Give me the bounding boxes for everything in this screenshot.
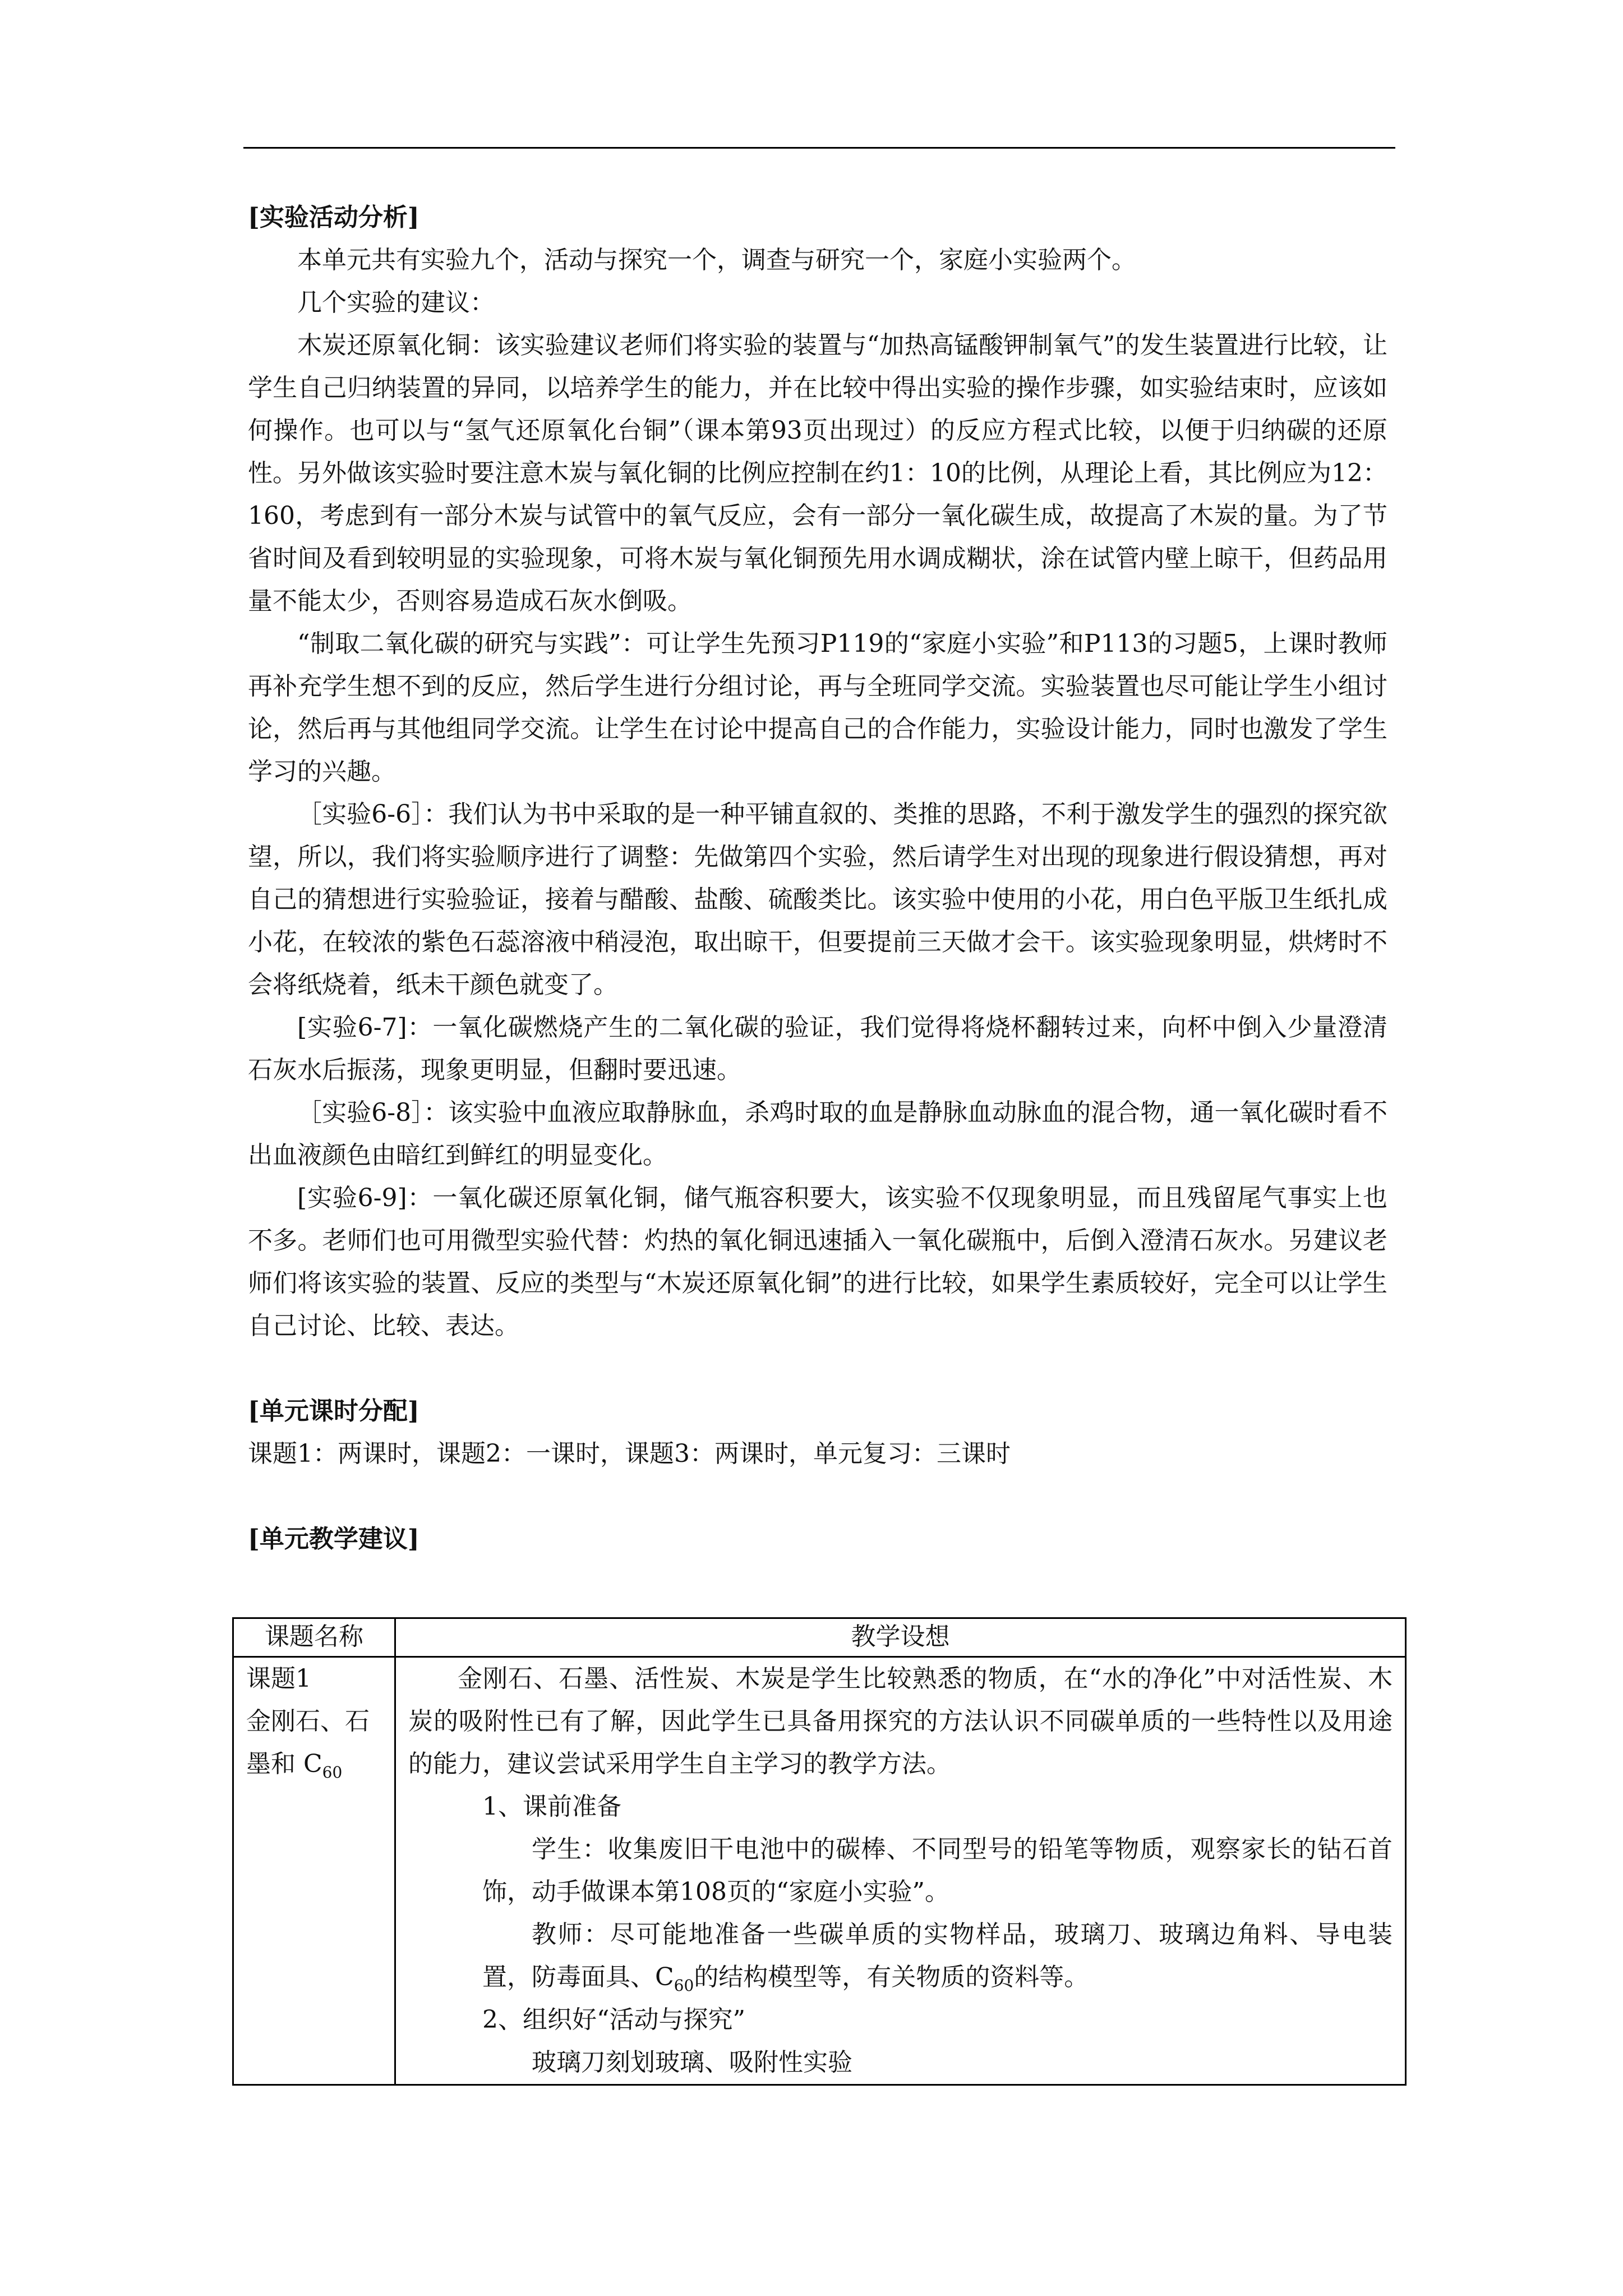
teaching-student-prep: 学生：收集废旧干电池中的碳棒、不同型号的铅笔等物质，观察家长的钻石首饰，动手做课本第108页的“家庭小实验”。 xyxy=(482,1835,1393,1906)
paragraph-experiment-6-7: [实验6-7]：一氧化碳燃烧产生的二氧化碳的验证，我们觉得将烧杯翻转过来，向杯中倒入少量澄清石灰水后振荡，现象更明显，但翻时要迅速。 xyxy=(248,1013,1387,1084)
teaching-item-activity: 2、组织好“活动与探究” xyxy=(482,2005,745,2034)
paragraph-suggestions-intro: 几个实验的建议： xyxy=(297,288,495,317)
paragraph-summary: 本单元共有实验九个，活动与探究一个，调查与研究一个，家庭小实验两个。 xyxy=(297,246,1136,274)
paragraph-experiment-6-6: ［实验6-6］：我们认为书中采取的是一种平铺直叙的、类推的思路，不利于激发学生的强烈的探究欲望，所以，我们将实验顺序进行了调整：先做第四个实验，然后请学生对出现的现象进行假设猜想，再对自己的猜想进行实验验证，接着与醋酸、盐酸、硫酸类比。该实验中使用的小花，用白色平版卫生纸扎成小花，在较浓的紫色石蕊溶液中稍浸泡，取出晾干，但要提前三天做才会干。该实验现象明显，烘烤时不会将纸烧着，纸未干颜色就变了。 xyxy=(248,800,1387,999)
topic-title-line: 金刚石、石 xyxy=(246,1707,370,1736)
teaching-idea-cell xyxy=(395,1657,1406,2085)
paragraph-experiment-6-9: [实验6-9]：一氧化碳还原氧化铜，储气瓶容积要大，该实验不仅现象明显，而且残留尾气事实上也不多。老师们也可用微型实验代替：灼热的氧化铜迅速插入一氧化碳瓶中，后倒入澄清石灰水。另建议老师们将该实验的装置、反应的类型与“木炭还原氧化铜”的进行比较，如果学生素质较好，完全可以让学生自己讨论、比较、表达。 xyxy=(248,1184,1387,1340)
topic-title-line: 墨和 $C_{60}$ xyxy=(246,1750,343,1782)
header-rule xyxy=(243,147,1395,149)
paragraph-co2-research: “制取二氧化碳的研究与实践”：可让学生先预习P119的“家庭小实验”和P113的习题5，上课时教师再补充学生想不到的反应，然后学生进行分组讨论，再与全班同学交流。实验装置也尽可能让学生小组讨论，然后再与其他组同学交流。让学生在讨论中提高自己的合作能力，实验设计能力，同时也激发了学生学习的兴趣。 xyxy=(248,629,1387,786)
header-teaching-idea: 教学设想 xyxy=(395,1618,1406,1657)
table-row xyxy=(233,1657,1406,2085)
topic-number: 课题1 xyxy=(246,1664,311,1693)
teaching-intro: 金刚石、石墨、活性炭、木炭是学生比较熟悉的物质，在“水的净化”中对活性炭、木炭的吸附性已有了解，因此学生已具备用探究的方法认识不同碳单质的一些特性以及用途的能力，建议尝试采用学生自主学习的教学方法。 xyxy=(408,1664,1393,1778)
paragraph-class-hours: 课题1：两课时，课题2：一课时，课题3：两课时，单元复习：三课时 xyxy=(248,1439,1011,1468)
section-heading-experiment-analysis: [实验活动分析] xyxy=(248,203,419,232)
teaching-teacher-prep: 教师：尽可能地准备一些碳单质的实物样品，玻璃刀、玻璃边角料、导电装置，防毒面具、$C_{60}$的结构模型等，有关物质的资料等。 xyxy=(482,1920,1393,1995)
document-body xyxy=(248,196,1387,1561)
table-header-row xyxy=(233,1618,1406,1657)
teaching-plan-table xyxy=(232,1617,1407,2086)
section-heading-teaching-suggestions: [单元教学建议] xyxy=(248,1525,419,1553)
paragraph-charcoal-reduction: 木炭还原氧化铜：该实验建议老师们将实验的装置与“加热高锰酸钾制氧气”的发生装置进行比较，让学生自己归纳装置的异同，以培养学生的能力，并在比较中得出实验的操作步骤，如实验结束时，应该如何操作。也可以与“氢气还原氧化台铜”（课本第93页出现过）的反应方程式比较，以便于归纳碳的还原性。另外做该实验时要注意木炭与氧化铜的比例应控制在约1：10的比例，从理论上看，其比例应为12：160，考虑到有一部分木炭与试管中的氧气反应，会有一部分一氧化碳生成，故提高了木炭的量。为了节省时间及看到较明显的实验现象，可将木炭与氧化铜预先用水调成糊状，涂在试管内壁上晾干，但药品用量不能太少，否则容易造成石灰水倒吸。 xyxy=(248,331,1387,615)
teaching-item-preparation: 1、课前准备 xyxy=(482,1792,621,1821)
topic-cell xyxy=(233,1657,395,2085)
header-topic-name: 课题名称 xyxy=(233,1618,395,1657)
teaching-activity-detail: 玻璃刀刻划玻璃、吸附性实验 xyxy=(532,2048,852,2077)
paragraph-experiment-6-8: ［实验6-8］：该实验中血液应取静脉血，杀鸡时取的血是静脉血动脉血的混合物，通一氧化碳时看不出血液颜色由暗红到鲜红的明显变化。 xyxy=(248,1098,1387,1170)
section-heading-class-hours: [单元课时分配] xyxy=(248,1397,419,1425)
